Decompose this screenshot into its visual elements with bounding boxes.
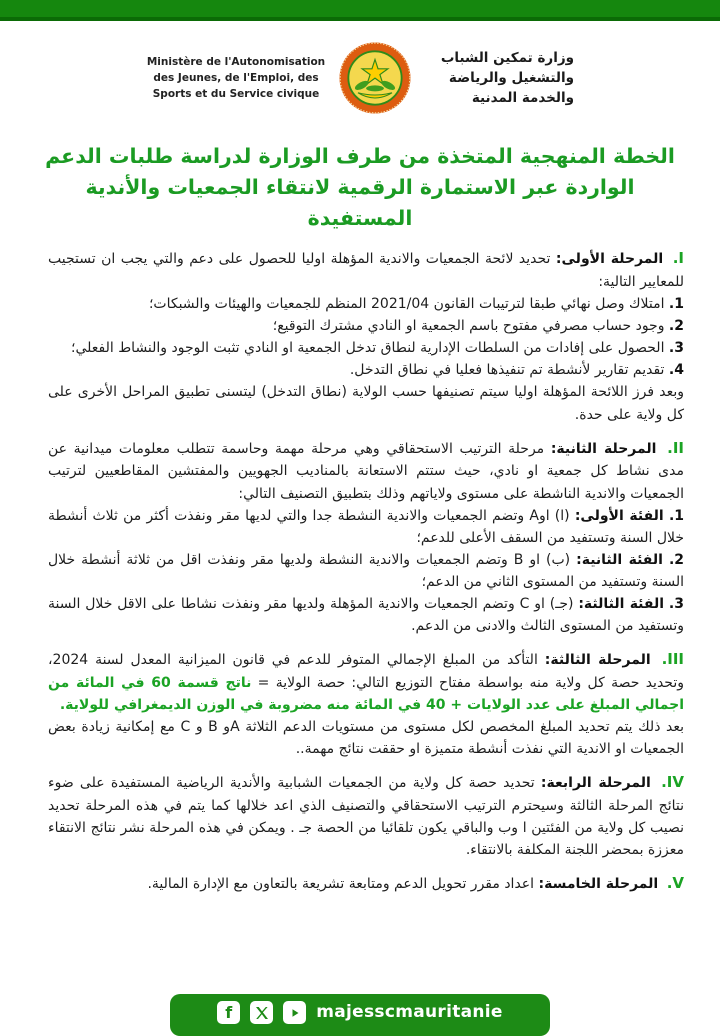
stage-1-heading [48, 247, 684, 293]
category-text: (ب) او B وتضم الجمعيات والاندية النشطة ولديها مقر ونفذت اقل من ثلاثة أنشطة خلال السنة وتستفيد من المستوى الثاني من الدعم؛ [48, 551, 684, 590]
stage-1-numeral: I. [672, 249, 684, 268]
ministry-name-french [146, 54, 326, 103]
stage-3-intro: التأكد من المبلغ الإجمالي المتوفر للدعم في قانون الميزانية المعدل لسنة 2024، وتحديد حصة كل ولاية منه بواسطة مفتاح التوزيع التالي: حصة الولاية = [48, 652, 684, 691]
stage-4-intro: تحديد حصة كل ولاية من الجمعيات الشبابية والأندية الرياضية المستفيدة على ضوء نتائج المرحلة الثالثة وسيحترم الترتيب الاستحقاقي والتصنيف الذي اعد خلالها كما يتم في هذه المرحلة تحديد نصيب كل ولاية من الفئتين ا وب والباقي يكون تلقائيا من الحصة جـ . ويمكن في هذه المرحلة نشر نتائج الانتقاء معززة بمحضر اللجنة المكلفة بالانتقاء. [48, 775, 684, 859]
stage-5-heading [48, 872, 684, 896]
item-number: 1. [668, 507, 685, 524]
stage-5-numeral: V. [666, 874, 684, 893]
stage-5-intro: اعداد مقرر تحويل الدعم ومتابعة تشريعة بالتعاون مع الإدارة المالية. [147, 876, 535, 893]
item-text: تقديم تقارير لأنشطة تم تنفيذها فعليا في نطاق التدخل. [349, 362, 665, 379]
top-green-bar [0, 0, 720, 21]
ministry-seal-logo [338, 41, 412, 115]
stage-2-category-3 [48, 593, 684, 637]
stage-2 [48, 437, 684, 638]
stage-1-after-paragraph: وبعد فرز اللائحة المؤهلة اوليا سيتم تصنيفها حسب الولاية (نطاق التدخل) ليتسنى تطبيق المراحل الأخرى على كل ولاية على حدة. [48, 384, 684, 423]
stage-2-label: المرحلة الثانية: [550, 440, 657, 457]
item-number: 3. [668, 596, 684, 613]
stage-1-item-3 [48, 337, 684, 359]
item-number: 1. [668, 296, 684, 313]
stage-4-label: المرحلة الرابعة: [540, 775, 651, 792]
stage-1 [48, 247, 684, 425]
stage-2-numeral: II. [667, 438, 684, 457]
youtube-icon[interactable] [283, 1001, 306, 1024]
category-text: (ا) اوA وتضم الجمعيات والاندية النشطة جدا والتي لديها مقر ونفذت أكثر من ثلاث أنشطة خلال السنة وتستفيد من السقف الأعلى للدعم؛ [48, 507, 684, 546]
social-handle[interactable]: majesscmauritanie [316, 1002, 503, 1022]
stage-4 [48, 771, 684, 861]
ministry-ar-line3: والخدمة المدنية [471, 90, 574, 107]
stage-3-formula-highlight: ناتج قسمة 60 في المائة من اجمالي المبلغ على عدد الولايات + 40 في المائة منه مضروبة في الوزن الديمغرافي للولاية. [48, 674, 684, 714]
stage-2-heading [48, 437, 684, 505]
stage-1-item-4 [48, 359, 684, 381]
stage-3-label: المرحلة الثالثة: [544, 652, 651, 669]
category-label: الفئة الأولى: [574, 507, 664, 524]
stage-3 [48, 648, 684, 760]
social-footer-bar[interactable] [170, 994, 550, 1036]
category-text: (جـ) او C وتضم الجمعيات والاندية المؤهلة ولديها مقر ونفذت نشاطا على الاقل خلال السنة وتستفيد من المستوى الثالث والادنى من الدعم. [48, 596, 684, 635]
stage-2-category-1 [48, 505, 684, 549]
stage-3-numeral: III. [661, 650, 685, 669]
stage-3-after-paragraph: بعد ذلك يتم تحديد المبلغ المخصص لكل مستوى من مستويات الدعم الثلاثة Aو B و C مع إمكانية زيادة بعض الجمعيات او الاندية التي نفذت أنشطة متميزة او حققت نتائج مهمة.. [48, 719, 684, 758]
item-number: 2. [668, 318, 684, 335]
stage-1-intro: تحديد لائحة الجمعيات والاندية المؤهلة اوليا للحصول على دعم والتي يجب ان تستجيب للمعايير التالية: [48, 251, 684, 290]
stage-2-category-2 [48, 549, 684, 593]
category-label: الفئة الثالثة: [578, 596, 665, 613]
ministry-name-arabic [424, 48, 574, 109]
stage-3-heading [48, 648, 684, 716]
document-body [48, 247, 684, 896]
ministry-ar-line2: والتشغيل والرياضة [448, 69, 574, 86]
item-number: 3. [668, 340, 684, 357]
category-label: الفئة الثانية: [576, 551, 663, 568]
stage-4-numeral: IV. [661, 773, 684, 792]
stage-5 [48, 872, 684, 896]
ministry-fr-line1: Ministère de l'Autonomisation [146, 55, 326, 68]
page-title: الخطة المنهجية المتخذة من طرف الوزارة لدراسة طلبات الدعم الواردة عبر الاستمارة الرقمية لانتقاء الجمعيات والأندية المستفيدة [45, 144, 675, 230]
ministry-fr-line2: des Jeunes, de l'Emploi, des [153, 71, 319, 84]
stage-4-heading [48, 771, 684, 861]
facebook-icon[interactable]: f [217, 1001, 240, 1024]
ministry-fr-line3: Sports et du Service civique [152, 88, 320, 101]
stage-1-item-2 [48, 315, 684, 337]
ministry-ar-line1: وزارة تمكين الشباب [440, 49, 574, 66]
stage-1-label: المرحلة الأولى: [555, 251, 664, 268]
item-text: وجود حساب مصرفي مفتوح باسم الجمعية او النادي مشترك التوقيع؛ [272, 318, 665, 335]
stage-5-label: المرحلة الخامسة: [538, 876, 659, 893]
stage-1-item-1 [48, 293, 684, 315]
document-header [0, 41, 720, 115]
x-icon[interactable] [250, 1001, 273, 1024]
stage-2-intro: مرحلة الترتيب الاستحقاقي وهي مرحلة مهمة وحاسمة تتطلب معلومات ميدانية عن مدى نشاط كل جمعية او نادي، حيث ستتم الاستعانة بالمناديب الجهويين والمفتشين المقاطعيين لترتيب الجمعيات والاندية الناشطة على مستوى ولاياتهم وذلك بتطبيق التصنيف التالي: [48, 440, 684, 502]
item-text: الحصول على إفادات من السلطات الإدارية لنطاق تدخل الجمعية او النادي تثبت الوجود والنشاط الفعلي؛ [71, 340, 665, 357]
item-number: 2. [668, 551, 685, 568]
item-number: 4. [668, 362, 684, 379]
item-text: امتلاك وصل نهائي طبقا لترتيبات القانون 2021/04 المنظم للجمعيات والهيئات والشبكات؛ [148, 296, 665, 313]
